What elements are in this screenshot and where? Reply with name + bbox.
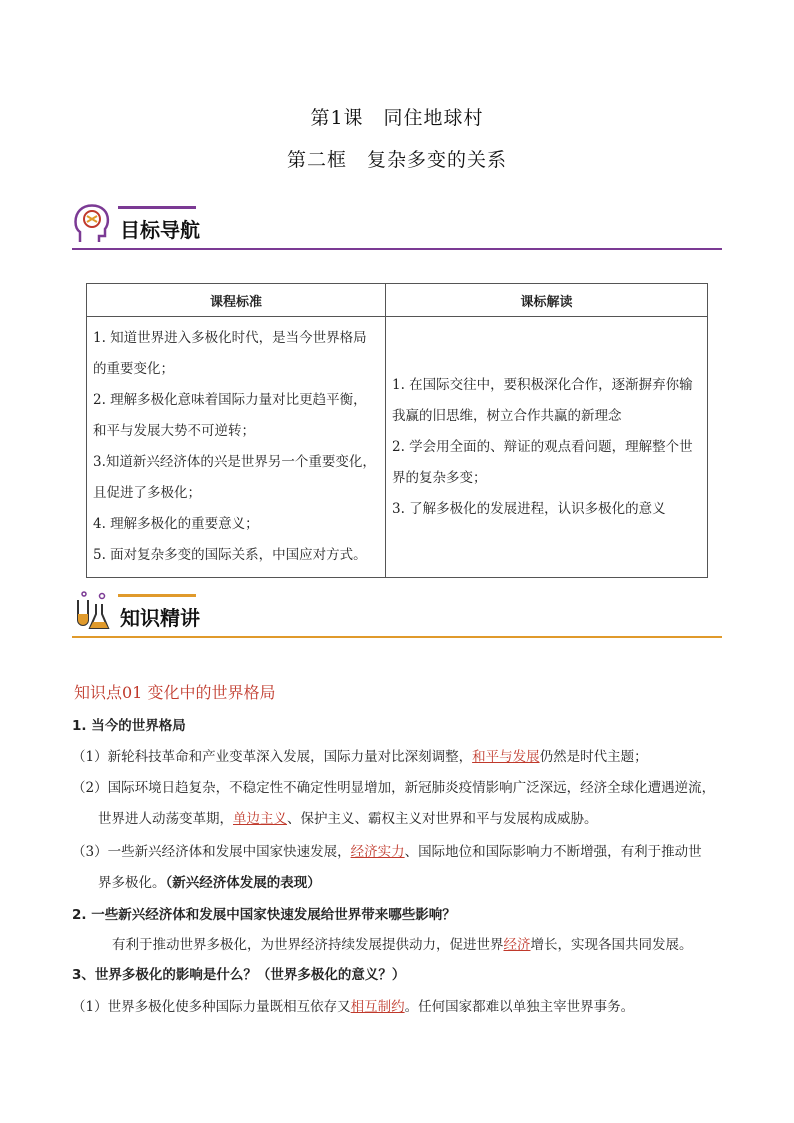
text-span: （1）世界多极化使多种国际力量既相互依存又: [72, 999, 351, 1015]
interpretation-line: 3. 了解多极化的发展进程，认识多极化的意义: [392, 500, 666, 517]
highlight-term: 单边主义: [233, 811, 287, 827]
standard-line: 且促进了多极化；: [93, 485, 201, 501]
standard-line: 和平与发展大势不可逆转；: [93, 423, 255, 439]
q1-paragraph-3-cont: [98, 873, 726, 893]
interpretation-header: 课标解读: [386, 284, 708, 317]
section-title: 第二框 复杂多变的关系: [286, 149, 507, 171]
goals-section-header: [72, 202, 722, 252]
standards-cell: [87, 317, 386, 578]
knowledge-section-rule: [72, 636, 722, 638]
q1-paragraph-1: [72, 747, 726, 767]
text-span: 世界进人动荡变革期，: [98, 811, 233, 827]
q1-paragraph-2: [72, 778, 726, 798]
q1-heading: 1. 当今的世界格局: [72, 718, 186, 734]
knowledge-accent-bar: [118, 594, 196, 597]
lesson-title: 第1课 同住地球村: [310, 107, 484, 129]
goals-section-label: 目标导航: [120, 218, 200, 242]
q1-paragraph-2-cont: [98, 809, 726, 829]
knowledge-section-header: [72, 590, 722, 640]
standard-line: 4. 理解多极化的重要意义；: [93, 516, 259, 532]
text-span: 、国际地位和国际影响力不断增强，有利于推动世: [404, 844, 702, 860]
standard-line: 的重要变化；: [93, 361, 174, 377]
interpretation-line: 1. 在国际交往中，要积极深化合作，逐渐摒弃你输: [392, 376, 693, 393]
goals-accent-bar: [118, 206, 196, 209]
knowledge-point-title: 知识点01 变化中的世界格局: [74, 683, 276, 702]
text-span: 界多极化。: [98, 875, 166, 891]
interpretation-cell: [386, 317, 708, 578]
q3-heading: 3、世界多极化的影响是什么？（世界多极化的意义？）: [72, 967, 406, 983]
text-span: （2）国际环境日趋复杂，不稳定性不确定性明显增加，新冠肺炎疫情影响广泛深远，经济全球化遭遇逆流，: [72, 780, 716, 796]
standards-header: 课程标准: [87, 284, 386, 317]
interpretation-line: 我赢的旧思维，树立合作共赢的新理念: [392, 407, 622, 424]
interpretation-line: 界的复杂多变；: [392, 469, 487, 486]
q2-answer: [112, 935, 726, 955]
interpretation-line: 2. 学会用全面的、辩证的观点看问题，理解整个世: [392, 438, 693, 455]
q3-paragraph-1: [72, 997, 726, 1017]
text-span: （1）新轮科技革命和产业变革深入发展，国际力量对比深刻调整，: [72, 749, 473, 765]
highlight-term: 经济实力: [350, 844, 405, 860]
highlight-term: 经济: [503, 937, 531, 953]
lab-flask-icon: [72, 590, 112, 634]
standard-line: 3.知道新兴经济体的兴是世界另一个重要变化，: [93, 454, 376, 470]
standard-line: 2. 理解多极化意味着国际力量对比更趋平衡，: [93, 392, 367, 408]
standard-line: 5. 面对复杂多变的国际关系，中国应对方式。: [93, 547, 367, 563]
q2-heading: 2. 一些新兴经济体和发展中国家快速发展给世界带来哪些影响？: [72, 907, 456, 923]
knowledge-section-label: 知识精讲: [120, 606, 200, 630]
text-span: 仍然是时代主题；: [539, 749, 648, 765]
highlight-term: 相互制约: [350, 999, 405, 1015]
q1-paragraph-3: [72, 842, 726, 862]
text-span: 。任何国家都难以单独主宰世界事务。: [404, 999, 635, 1015]
goals-section-rule: [72, 248, 722, 250]
note-text: （新兴经济体发展的表现）: [165, 875, 321, 891]
text-span: 增长，实现各国共同发展。: [530, 937, 693, 953]
standard-line: 1. 知道世界进入多极化时代，是当今世界格局: [93, 330, 367, 346]
brain-head-icon: [72, 202, 112, 246]
standards-table: [86, 283, 708, 578]
highlight-term: 和平与发展: [472, 749, 540, 765]
text-span: （3）一些新兴经济体和发展中国家快速发展，: [72, 844, 351, 860]
text-span: 有利于推动世界多极化，为世界经济持续发展提供动力，促进世界: [112, 937, 504, 953]
text-span: 、保护主义、霸权主义对世界和平与发展构成威胁。: [287, 811, 598, 827]
